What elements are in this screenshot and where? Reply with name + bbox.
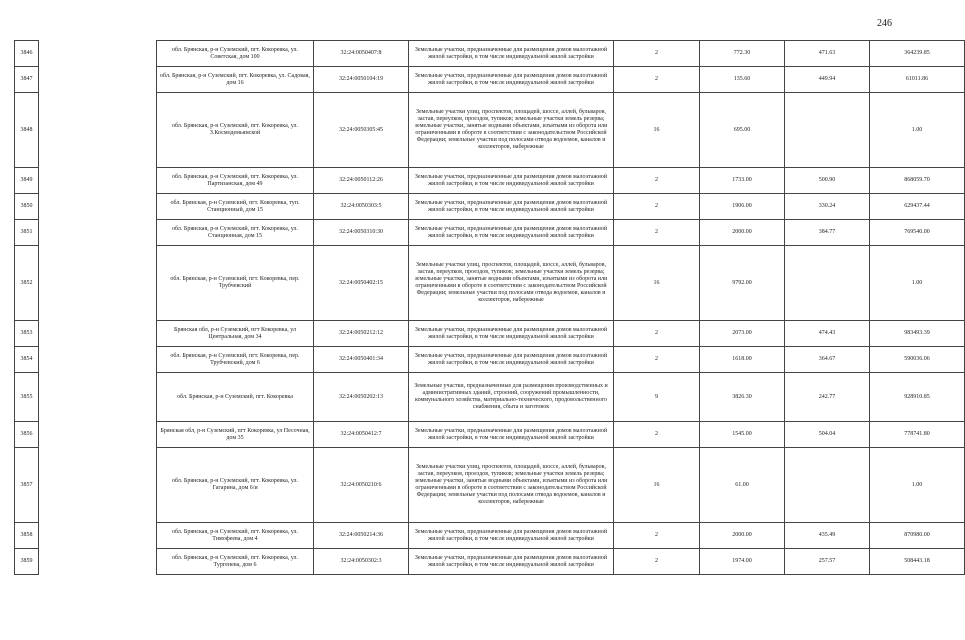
group-cell: 2 — [614, 67, 700, 93]
row-number: 3856 — [15, 422, 39, 448]
value-cell: 61011.86 — [870, 67, 965, 93]
spacer-cell — [39, 220, 157, 246]
rate-cell: 384.77 — [785, 220, 870, 246]
area-cell: 1545.00 — [700, 422, 785, 448]
value-cell: 778741.80 — [870, 422, 965, 448]
land-use-cell: Земельные участки, предназначенные для размещения производственных и административных зданий, строений, сооружений промышленности, коммунального хозяйства, материально-технического, продовольственного снабжения, сбыта и заготовок — [409, 373, 614, 422]
rate-cell — [785, 246, 870, 321]
group-cell: 2 — [614, 422, 700, 448]
spacer-cell — [39, 347, 157, 373]
value-cell: 868059.70 — [870, 168, 965, 194]
land-use-cell: Земельные участки, предназначенные для размещения домов малоэтажной жилой застройки, в том числе индивидуальной жилой застройки — [409, 422, 614, 448]
value-cell: 769540.00 — [870, 220, 965, 246]
cadastral-number-cell: 32:24:0050303:5 — [314, 194, 409, 220]
group-cell: 2 — [614, 194, 700, 220]
value-cell: 928910.85 — [870, 373, 965, 422]
area-cell: 9792.00 — [700, 246, 785, 321]
land-use-cell: Земельные участки, предназначенные для размещения домов малоэтажной жилой застройки, в том числе индивидуальной жилой застройки — [409, 549, 614, 575]
address-cell: Брянская обл, р-н Суземский, пгт Кокоревка, ул Песочная, дом 35 — [157, 422, 314, 448]
area-cell: 695.00 — [700, 93, 785, 168]
land-use-cell: Земельные участки улиц, проспектов, площадей, шоссе, аллей, бульваров, застав, переулков, проездов, тупиков; земельные участки земель резерва; земельные участки, занятые водными объектами, изъятыми из оборота или ограниченными в обороте в соответствии с законодательством Российской Федерации; земельные участки под полосами отвода водоемов, каналов и коллекторов, набережные — [409, 246, 614, 321]
cadastral-number-cell: 32:24:0050214:36 — [314, 523, 409, 549]
table-row — [15, 347, 965, 373]
value-cell: 1.00 — [870, 246, 965, 321]
land-use-cell: Земельные участки, предназначенные для размещения домов малоэтажной жилой застройки, в том числе индивидуальной жилой застройки — [409, 41, 614, 67]
value-cell: 590036.06 — [870, 347, 965, 373]
value-cell: 983493.39 — [870, 321, 965, 347]
spacer-cell — [39, 549, 157, 575]
area-cell: 2000.00 — [700, 523, 785, 549]
table-row — [15, 321, 965, 347]
cadastral-number-cell: 32:24:0050212:12 — [314, 321, 409, 347]
group-cell: 16 — [614, 246, 700, 321]
table-row — [15, 523, 965, 549]
land-use-cell: Земельные участки, предназначенные для размещения домов малоэтажной жилой застройки, в том числе индивидуальной жилой застройки — [409, 67, 614, 93]
row-number: 3852 — [15, 246, 39, 321]
rate-cell: 474.43 — [785, 321, 870, 347]
area-cell: 61.00 — [700, 448, 785, 523]
value-cell: 1.00 — [870, 93, 965, 168]
table-row — [15, 549, 965, 575]
spacer-cell — [39, 448, 157, 523]
rate-cell — [785, 93, 870, 168]
group-cell: 2 — [614, 321, 700, 347]
spacer-cell — [39, 422, 157, 448]
group-cell: 16 — [614, 93, 700, 168]
value-cell: 870980.00 — [870, 523, 965, 549]
table-row — [15, 422, 965, 448]
land-use-cell: Земельные участки, предназначенные для размещения домов малоэтажной жилой застройки, в том числе индивидуальной жилой застройки — [409, 194, 614, 220]
row-number: 3853 — [15, 321, 39, 347]
spacer-cell — [39, 168, 157, 194]
rate-cell — [785, 448, 870, 523]
address-cell: обл. Брянская, р-н Суземский, пгт. Кокоревка, ул. Станционная, дом 15 — [157, 220, 314, 246]
row-number: 3858 — [15, 523, 39, 549]
area-cell: 1906.00 — [700, 194, 785, 220]
table-row — [15, 93, 965, 168]
spacer-cell — [39, 194, 157, 220]
cadastral-number-cell: 32:24:0050302:3 — [314, 549, 409, 575]
table-row — [15, 373, 965, 422]
spacer-cell — [39, 523, 157, 549]
row-number: 3847 — [15, 67, 39, 93]
rate-cell: 449.94 — [785, 67, 870, 93]
land-use-cell: Земельные участки, предназначенные для размещения домов малоэтажной жилой застройки, в том числе индивидуальной жилой застройки — [409, 220, 614, 246]
table-row — [15, 41, 965, 67]
rate-cell: 330.24 — [785, 194, 870, 220]
land-use-cell: Земельные участки, предназначенные для размещения домов малоэтажной жилой застройки, в том числе индивидуальной жилой застройки — [409, 321, 614, 347]
address-cell: обл. Брянская, р-н Суземский, пгт. Кокоревка, туп. Станционный, дом 15 — [157, 194, 314, 220]
spacer-cell — [39, 41, 157, 67]
rate-cell: 242.77 — [785, 373, 870, 422]
rate-cell: 257.57 — [785, 549, 870, 575]
value-cell: 1.00 — [870, 448, 965, 523]
table-row — [15, 246, 965, 321]
table-row — [15, 67, 965, 93]
area-cell: 135.60 — [700, 67, 785, 93]
group-cell: 2 — [614, 549, 700, 575]
area-cell: 2073.00 — [700, 321, 785, 347]
cadastral-number-cell: 32:24:0050305:45 — [314, 93, 409, 168]
land-use-cell: Земельные участки, предназначенные для размещения домов малоэтажной жилой застройки, в том числе индивидуальной жилой застройки — [409, 168, 614, 194]
row-number: 3850 — [15, 194, 39, 220]
row-number: 3855 — [15, 373, 39, 422]
address-cell: обл. Брянская, р-н Суземский, пгт. Кокоревка, ул. З.Космодемьянской — [157, 93, 314, 168]
value-cell: 364239.85 — [870, 41, 965, 67]
address-cell: обл. Брянская, р-н Суземский, пгт. Кокоревка, пер. Трубчевский — [157, 246, 314, 321]
group-cell: 16 — [614, 448, 700, 523]
table-row — [15, 168, 965, 194]
row-number: 3857 — [15, 448, 39, 523]
group-cell: 2 — [614, 220, 700, 246]
cadastral-number-cell: 32:24:0050112:26 — [314, 168, 409, 194]
address-cell: Брянская обл, р-н Суземский, пгт Кокоревка, ул Центральная, дом 34 — [157, 321, 314, 347]
spacer-cell — [39, 67, 157, 93]
table-body — [15, 41, 965, 575]
group-cell: 2 — [614, 168, 700, 194]
row-number: 3854 — [15, 347, 39, 373]
group-cell: 9 — [614, 373, 700, 422]
land-use-cell: Земельные участки, предназначенные для размещения домов малоэтажной жилой застройки, в том числе индивидуальной жилой застройки — [409, 347, 614, 373]
address-cell: обл. Брянская, р-н Суземский, пгт. Кокоревка, пер. Трубчевский, дом 6 — [157, 347, 314, 373]
row-number: 3859 — [15, 549, 39, 575]
table-row — [15, 448, 965, 523]
area-cell: 1618.00 — [700, 347, 785, 373]
land-use-cell: Земельные участки улиц, проспектов, площадей, шоссе, аллей, бульваров, застав, переулков, проездов, тупиков; земельные участки земель резерва; земельные участки, занятые водными объектами, изъятыми из оборота или ограниченными в обороте в соответствии с законодательством Российской Федерации; земельные участки под полосами отвода водоемов, каналов и коллекторов, набережные — [409, 448, 614, 523]
cadastral-number-cell: 32:24:0050310:30 — [314, 220, 409, 246]
row-number: 3846 — [15, 41, 39, 67]
cadastral-number-cell: 32:24:0050104:19 — [314, 67, 409, 93]
cadastral-number-cell: 32:24:0050402:15 — [314, 246, 409, 321]
cadastral-number-cell: 32:24:0050407:8 — [314, 41, 409, 67]
table-row — [15, 194, 965, 220]
area-cell: 2000.00 — [700, 220, 785, 246]
address-cell: обл. Брянская, р-н Суземский, пгт. Кокоревка, ул. Тургенева, дом 6 — [157, 549, 314, 575]
land-registry-table — [14, 40, 965, 575]
spacer-cell — [39, 373, 157, 422]
value-cell: 629437.44 — [870, 194, 965, 220]
spacer-cell — [39, 321, 157, 347]
table-row — [15, 220, 965, 246]
cadastral-number-cell: 32:24:0050202:13 — [314, 373, 409, 422]
rate-cell: 504.04 — [785, 422, 870, 448]
group-cell: 2 — [614, 523, 700, 549]
address-cell: обл. Брянская, р-н Суземский, пгт. Кокоревка, ул. Партизанская, дом 49 — [157, 168, 314, 194]
rate-cell: 500.90 — [785, 168, 870, 194]
rate-cell: 471.63 — [785, 41, 870, 67]
spacer-cell — [39, 246, 157, 321]
cadastral-number-cell: 32:24:0050401:34 — [314, 347, 409, 373]
row-number: 3849 — [15, 168, 39, 194]
cadastral-number-cell: 32:24:0050210:6 — [314, 448, 409, 523]
row-number: 3851 — [15, 220, 39, 246]
address-cell: обл. Брянская, р-н Суземский, пгт. Кокоревка, ул. Советская, дом 100 — [157, 41, 314, 67]
spacer-cell — [39, 93, 157, 168]
address-cell: обл. Брянская, р-н Суземский, пгт. Кокоревка, ул. Тимофеева, дом 4 — [157, 523, 314, 549]
page-number: 246 — [877, 18, 892, 29]
area-cell: 772.30 — [700, 41, 785, 67]
land-use-cell: Земельные участки улиц, проспектов, площадей, шоссе, аллей, бульваров, застав, переулков, проездов, тупиков; земельные участки земель резерва; земельные участки, занятые водными объектами, изъятыми из оборота или ограниченными в обороте в соответствии с законодательством Российской Федерации; земельные участки под полосами отвода водоемов, каналов и коллекторов, набережные — [409, 93, 614, 168]
area-cell: 3826.30 — [700, 373, 785, 422]
area-cell: 1974.00 — [700, 549, 785, 575]
address-cell: обл. Брянская, р-н Суземский, пгт. Кокоревка, ул. Гагарина, дом 6/и — [157, 448, 314, 523]
land-use-cell: Земельные участки, предназначенные для размещения домов малоэтажной жилой застройки, в том числе индивидуальной жилой застройки — [409, 523, 614, 549]
row-number: 3848 — [15, 93, 39, 168]
address-cell: обл. Брянская, р-н Суземский, пгт. Кокоревка — [157, 373, 314, 422]
rate-cell: 435.49 — [785, 523, 870, 549]
value-cell: 508443.18 — [870, 549, 965, 575]
area-cell: 1733.00 — [700, 168, 785, 194]
group-cell: 2 — [614, 347, 700, 373]
rate-cell: 364.67 — [785, 347, 870, 373]
address-cell: обл. Брянская, р-н Суземский, пгт. Кокоревка, ул. Садовая, дом 16 — [157, 67, 314, 93]
group-cell: 2 — [614, 41, 700, 67]
cadastral-number-cell: 32:24:0050412:7 — [314, 422, 409, 448]
